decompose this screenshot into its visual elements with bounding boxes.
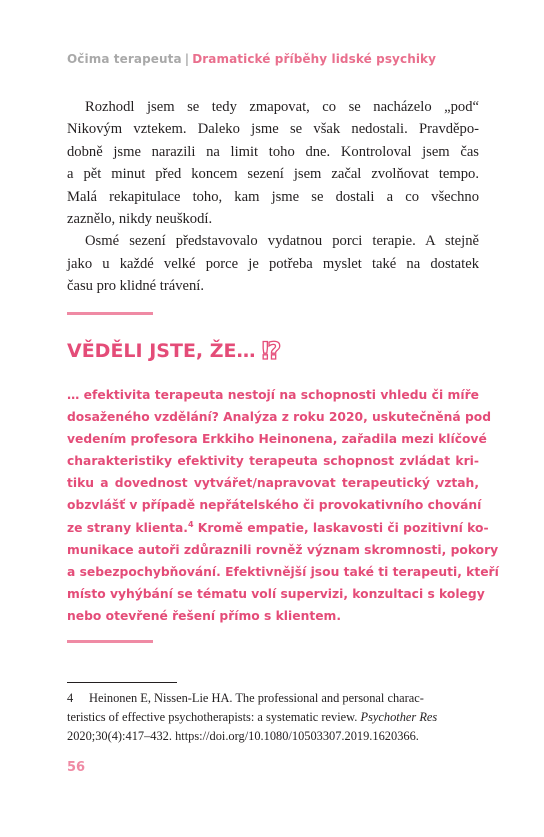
text-line: Rozhodl jsem se tedy zmapovat, co se nacházelo „pod“ (85, 99, 479, 115)
footnote-line (67, 689, 479, 708)
footnote-divider (67, 682, 177, 683)
box-bottom-rule (67, 640, 153, 643)
text-line: času pro klidné trávení. (67, 278, 204, 295)
footnote-text: Heinonen E, Nissen-Lie HA. The professional and personal charac- (89, 691, 424, 705)
fact-line: vedením profesora Erkkiho Heinonena, zařadila mezi klíčové (67, 432, 487, 447)
footnote (67, 689, 479, 746)
page-number: 56 (67, 760, 86, 775)
fact-line: munikace autoři zdůraznili rovněž význam skromnosti, pokory (67, 542, 499, 557)
text-line: jako u každé velké porce je potřeba myslet také na dostatek (67, 255, 479, 272)
fact-line: dosaženého vzdělání? Analýza z roku 2020, uskutečněná pod (67, 410, 492, 425)
book-title: Očima terapeuta (67, 52, 182, 66)
fact-line: … efektivita terapeuta nestojí na schopnosti vhledu či míře (67, 388, 479, 402)
exclamation-question-icon: ⁉ (261, 337, 282, 365)
footnote-number: 4 (67, 691, 74, 705)
did-you-know-title: VĚDĚLI JSTE, ŽE… (67, 340, 256, 362)
text-line: Osmé sezení představovalo vydatnou porci terapie. A stejně (85, 233, 479, 250)
text-line: Malá rekapitulace toho, kam jsme se dostali a co všechno (67, 188, 479, 205)
box-top-rule (67, 312, 153, 315)
fact-fragment: Kromě empatie, laskavosti či pozitivní ko- (193, 520, 489, 535)
did-you-know-heading (67, 339, 281, 363)
chapter-title: Dramatické příběhy lidské psychiky (192, 52, 437, 66)
journal-name: Psychother Res (360, 710, 438, 724)
header-separator: | (184, 52, 190, 66)
text-line: dobně jsme narazili na limit toho dne. Kontroloval jsem čas (67, 143, 479, 160)
text-line: Nikovým vztekem. Daleko jsme se však nedostali. Pravděpo- (67, 121, 479, 138)
footnote-line (67, 708, 479, 727)
paragraph-1 (67, 96, 479, 230)
fact-line (67, 517, 489, 539)
fact-line: a sebezpochybňování. Efektivnější jsou také ti terapeuti, kteří (67, 564, 499, 579)
footnote-reference[interactable]: 4 (187, 519, 194, 529)
fact-line: nebo otevřené řešení přímo s klientem. (67, 608, 342, 623)
body-text (67, 96, 479, 298)
footnote-text: teristics of effective psychotherapists: a systematic review. (67, 710, 361, 724)
did-you-know-text (67, 384, 499, 627)
paragraph-2 (67, 230, 479, 297)
running-header (67, 52, 436, 66)
text-line: a pět minut před koncem sezení jsem začal zvolňovat tempo. (67, 166, 479, 183)
fact-fragment: ze strany klienta. (67, 520, 188, 535)
footnote-line[interactable]: 2020;30(4):417–432. https://doi.org/10.1080/10503307.2019.1620366. (67, 729, 419, 743)
fact-line: tiku a dovednost vytvářet/napravovat terapeutický vztah, (67, 476, 479, 491)
text-line: zaznělo, nikdy neuškodí. (67, 211, 213, 228)
fact-line: místo vyhýbání se tématu volí supervizi, konzultaci s kolegy (67, 586, 485, 601)
fact-line: charakteristiky efektivity terapeuta schopnost zvládat kri- (67, 454, 479, 469)
fact-line: obzvlášť v případě nepřátelského či provokativního chování (67, 498, 482, 513)
